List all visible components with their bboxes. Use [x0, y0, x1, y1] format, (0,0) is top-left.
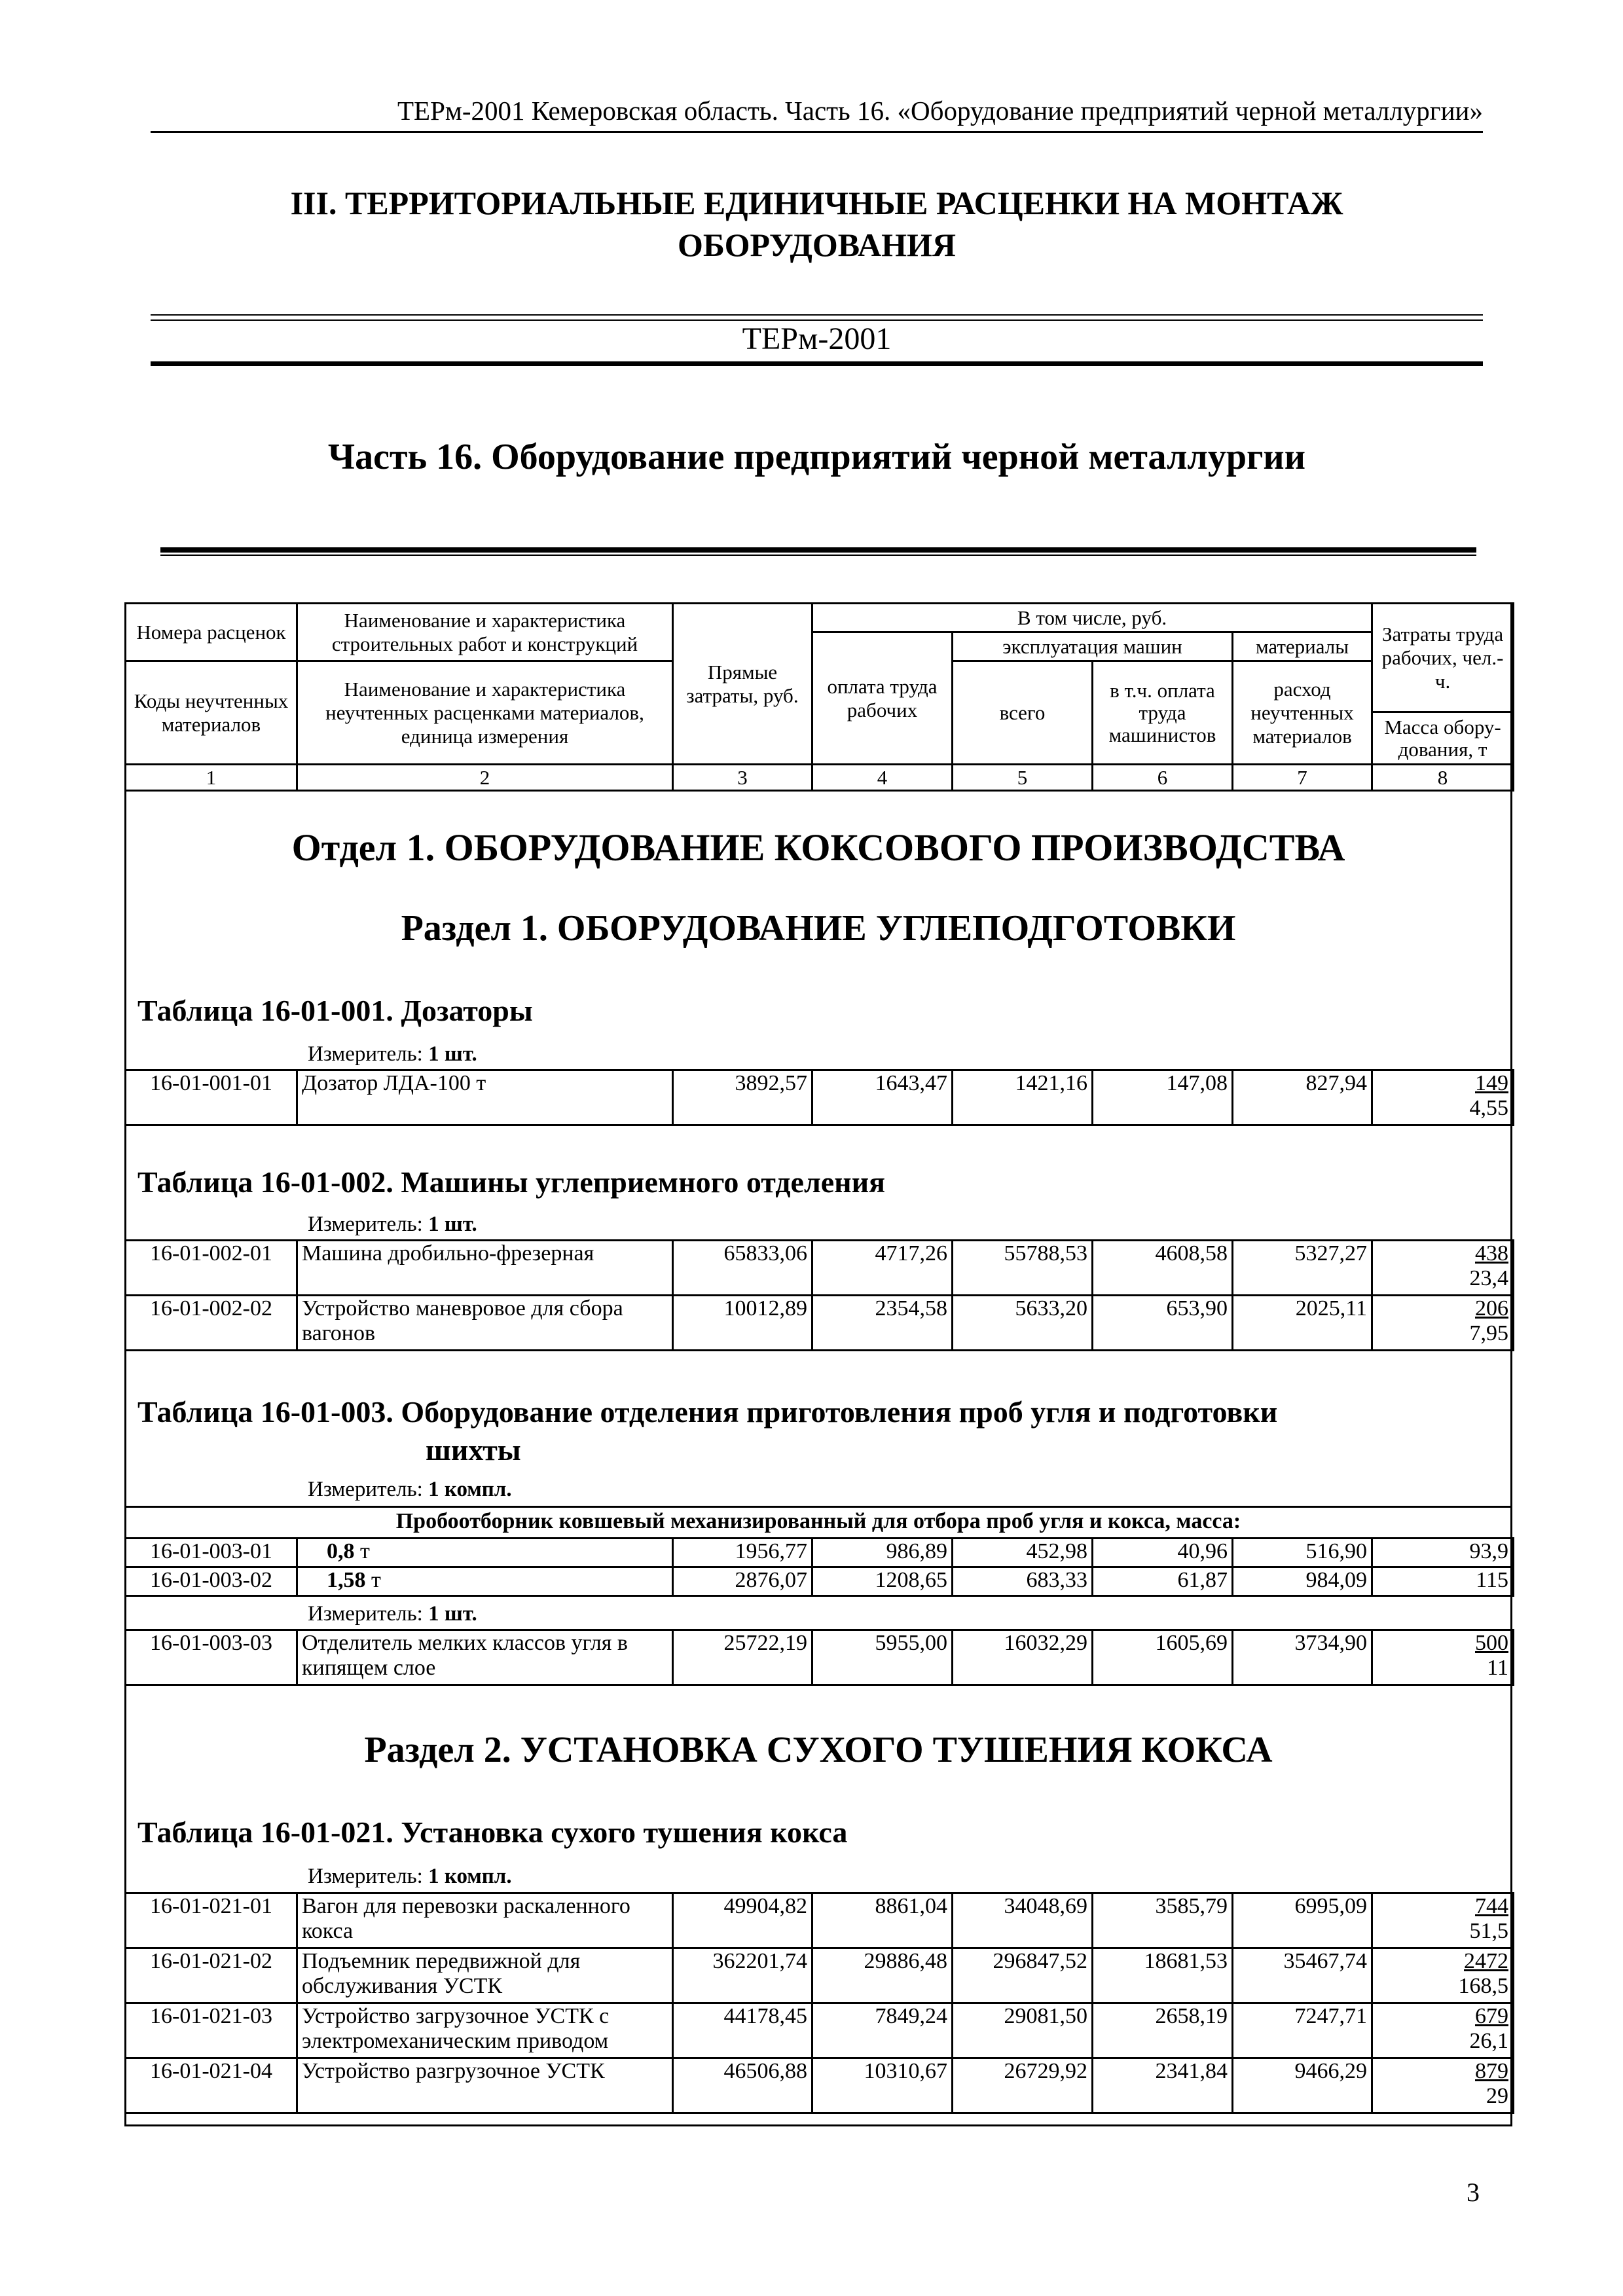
running-header: ТЕРм-2001 Кемеровская область. Часть 16. «Оборудование предприятий черной металлургии» [397, 96, 1483, 126]
mass-value: 0,8 [327, 1539, 355, 1563]
rate-code: 16-01-003-03 [126, 1630, 297, 1685]
rate-code: 16-01-021-02 [126, 1948, 297, 2003]
labor-and-mass [1372, 1070, 1514, 1125]
rates-table-002 [124, 1239, 1514, 1351]
materials: 35467,74 [1233, 1948, 1372, 2003]
header-num-8: 8 [1372, 765, 1514, 791]
part-title-rule [160, 547, 1476, 556]
rates-table-003 [124, 1537, 1514, 1597]
header-direct-costs: Прямые затраты, руб. [673, 604, 812, 765]
materials: 9466,29 [1233, 2058, 1372, 2113]
labor-pay: 10310,67 [812, 2058, 953, 2113]
machines-total: 34048,69 [953, 1893, 1093, 1948]
machines-total: 55788,53 [953, 1241, 1093, 1296]
labor-pay: 1643,47 [812, 1070, 953, 1125]
materials: 984,09 [1233, 1567, 1372, 1596]
direct-costs: 46506,88 [673, 2058, 812, 2113]
materials: 2025,11 [1233, 1296, 1372, 1351]
rate-code: 16-01-002-01 [126, 1241, 297, 1296]
materials: 827,94 [1233, 1070, 1372, 1125]
machines-total: 296847,52 [953, 1948, 1093, 2003]
operators-pay: 653,90 [1093, 1296, 1233, 1351]
labor-pay: 29886,48 [812, 1948, 953, 2003]
table-title-003-line-1: Таблица 16-01-003. Оборудование отделения приготовления проб угля и подготовки [137, 1395, 1278, 1429]
code-band-bottom-rule [151, 361, 1483, 366]
header-num-1: 1 [126, 765, 297, 791]
page-number: 3 [1467, 2178, 1480, 2207]
direct-costs: 25722,19 [673, 1630, 812, 1685]
header-materials: материалы [1233, 632, 1372, 661]
machines-total: 1421,16 [953, 1070, 1093, 1125]
materials: 5327,27 [1233, 1241, 1372, 1296]
header-num-3: 3 [673, 765, 812, 791]
table-row [126, 1630, 1514, 1685]
equipment-mass: 51,5 [1469, 1919, 1508, 1943]
labor-hours: 438 [1475, 1241, 1508, 1266]
operators-pay: 3585,79 [1093, 1893, 1233, 1948]
equipment-mass: 23,4 [1469, 1266, 1508, 1290]
labor-and-mass [1372, 1630, 1514, 1685]
direct-costs: 1956,77 [673, 1539, 812, 1567]
rates-table-001 [124, 1069, 1514, 1126]
labor-and-mass [1372, 2003, 1514, 2058]
meter-value: 1 шт. [428, 1042, 477, 1066]
direct-costs: 3892,57 [673, 1070, 812, 1125]
header-equipment-mass: Масса обору- дования, т [1372, 712, 1514, 765]
table-title-021: Таблица 16-01-021. Установка сухого тушения кокса [137, 1815, 848, 1849]
rate-code: 16-01-021-03 [126, 2003, 297, 2058]
meter-003b [308, 1601, 477, 1627]
table-row [126, 1539, 1514, 1567]
rate-name: Подъемник передвижной для обслуживания УСТК [297, 1948, 673, 2003]
table-title-002: Таблица 16-01-002. Машины углеприемного отделения [137, 1165, 886, 1199]
rate-code: 16-01-021-01 [126, 1893, 297, 1948]
rates-table-003b [124, 1629, 1514, 1686]
table-row [126, 1893, 1514, 1948]
header-materials-unaccounted: расход неучтенных материалов [1233, 661, 1372, 765]
operators-pay: 18681,53 [1093, 1948, 1233, 2003]
rates-table-021 [124, 1892, 1514, 2114]
labor-pay: 1208,65 [812, 1567, 953, 1596]
meter-003 [308, 1476, 512, 1503]
equipment-mass: 11 [1487, 1656, 1508, 1680]
direct-costs: 49904,82 [673, 1893, 812, 1948]
rate-name: Отделитель мелких классов угля в кипящем слое [297, 1630, 673, 1685]
table-row [126, 1567, 1514, 1596]
meter-label: Измеритель: [308, 1042, 423, 1066]
table-row [126, 2003, 1514, 2058]
operators-pay: 40,96 [1093, 1539, 1233, 1567]
rate-name: Дозатор ЛДА-100 т [297, 1070, 673, 1125]
table-title-003 [137, 1393, 1499, 1469]
machines-total: 452,98 [953, 1539, 1093, 1567]
direct-costs: 362201,74 [673, 1948, 812, 2003]
header-machines: эксплуатация машин [953, 632, 1233, 661]
header-unaccounted-name: Наименование и характеристика неучтенных расценками материалов, единица измерения [297, 661, 673, 765]
equipment-mass: 29 [1486, 2084, 1508, 2108]
machines-total: 16032,29 [953, 1630, 1093, 1685]
rate-code: 16-01-003-01 [126, 1539, 297, 1567]
labor-and-mass [1372, 1893, 1514, 1948]
meter-label: Измеритель: [308, 1478, 423, 1501]
labor-pay: 2354,58 [812, 1296, 953, 1351]
table-row [126, 1241, 1514, 1296]
header-work-name: Наименование и характеристика строительных работ и конструкций [297, 604, 673, 661]
machines-total: 5633,20 [953, 1296, 1093, 1351]
header-including: В том числе, руб. [812, 604, 1372, 632]
rate-name: Вагон для перевозки раскаленного кокса [297, 1893, 673, 1948]
meter-value: 1 компл. [428, 1478, 512, 1501]
meter-value: 1 компл. [428, 1865, 512, 1888]
direct-costs: 65833,06 [673, 1241, 812, 1296]
section-1-title: Раздел 1. ОБОРУДОВАНИЕ УГЛЕПОДГОТОВКИ [401, 908, 1236, 949]
header-num-4: 4 [812, 765, 953, 791]
materials: 7247,71 [1233, 2003, 1372, 2058]
labor-hours: 500 [1475, 1631, 1508, 1655]
labor-and-mass [1372, 1296, 1514, 1351]
header-machine-operators: в т.ч. оплата труда машинистов [1093, 661, 1233, 765]
operators-pay: 4608,58 [1093, 1241, 1233, 1296]
labor-hours: 879 [1475, 2059, 1508, 2083]
meter-label: Измеритель: [308, 1865, 423, 1888]
table-title-003-line-2: шихты [426, 1433, 521, 1467]
operators-pay: 2341,84 [1093, 2058, 1233, 2113]
group-subheader: Пробоотборник ковшевый механизированный для отбора проб угля и кокса, масса: [124, 1506, 1512, 1537]
rate-name [297, 1567, 673, 1596]
document-title-line-2: ОБОРУДОВАНИЯ [678, 227, 956, 263]
labor-hours: 149 [1475, 1071, 1508, 1095]
part-title: Часть 16. Оборудование предприятий черной металлургии [328, 437, 1305, 477]
header-labor-pay: оплата труда рабочих [812, 632, 953, 765]
labor-and-mass [1372, 1241, 1514, 1296]
header-rule [151, 131, 1483, 133]
labor-hours: 93,9 [1372, 1539, 1514, 1567]
table-row [126, 1070, 1514, 1125]
header-num-2: 2 [297, 765, 673, 791]
meter-002 [308, 1211, 477, 1237]
labor-pay: 8861,04 [812, 1893, 953, 1948]
table-row [126, 1296, 1514, 1351]
meter-value: 1 шт. [428, 1602, 477, 1626]
header-num-7: 7 [1233, 765, 1372, 791]
rate-code: 16-01-003-02 [126, 1567, 297, 1596]
document-title [151, 182, 1483, 266]
operators-pay: 2658,19 [1093, 2003, 1233, 2058]
equipment-mass: 7,95 [1469, 1321, 1508, 1345]
meter-label: Измеритель: [308, 1212, 423, 1236]
mass-unit: т [365, 1568, 381, 1592]
column-header-table [124, 602, 1514, 792]
table-row [126, 1948, 1514, 2003]
labor-pay: 5955,00 [812, 1630, 953, 1685]
equipment-mass: 168,5 [1458, 1974, 1508, 1998]
header-rate-numbers: Номера расценок [126, 604, 297, 661]
labor-hours: 206 [1475, 1296, 1508, 1321]
department-title: Отдел 1. ОБОРУДОВАНИЕ КОКСОВОГО ПРОИЗВОДСТВА [291, 826, 1345, 869]
table-title-001: Таблица 16-01-001. Дозаторы [137, 994, 533, 1027]
materials: 3734,90 [1233, 1630, 1372, 1685]
machines-total: 29081,50 [953, 2003, 1093, 2058]
mass-unit: т [354, 1539, 370, 1563]
rate-name: Устройство маневровое для сбора вагонов [297, 1296, 673, 1351]
operators-pay: 147,08 [1093, 1070, 1233, 1125]
equipment-mass: 4,55 [1469, 1096, 1508, 1120]
rate-code: 16-01-002-02 [126, 1296, 297, 1351]
labor-and-mass [1372, 1948, 1514, 2003]
direct-costs: 44178,45 [673, 2003, 812, 2058]
table-row [126, 2058, 1514, 2113]
labor-pay: 986,89 [812, 1539, 953, 1567]
labor-hours: 2472 [1464, 1949, 1508, 1973]
materials: 516,90 [1233, 1539, 1372, 1567]
rate-name: Машина дробильно-фрезерная [297, 1241, 673, 1296]
header-unaccounted-codes: Коды неучтенных материалов [126, 661, 297, 765]
document-title-line-1: III. ТЕРРИТОРИАЛЬНЫЕ ЕДИНИЧНЫЕ РАСЦЕНКИ НА МОНТАЖ [290, 185, 1343, 221]
header-machines-total: всего [953, 661, 1093, 765]
code-band-top-rule [151, 314, 1483, 321]
collection-code: ТЕРм-2001 [742, 321, 892, 356]
direct-costs: 10012,89 [673, 1296, 812, 1351]
direct-costs: 2876,07 [673, 1567, 812, 1596]
meter-label: Измеритель: [308, 1602, 423, 1626]
rate-code: 16-01-001-01 [126, 1070, 297, 1125]
machines-total: 683,33 [953, 1567, 1093, 1596]
meter-001 [308, 1041, 477, 1067]
equipment-mass: 26,1 [1469, 2029, 1508, 2053]
header-num-5: 5 [953, 765, 1093, 791]
rate-name [297, 1539, 673, 1567]
labor-hours: 679 [1475, 2004, 1508, 2028]
rate-code: 16-01-021-04 [126, 2058, 297, 2113]
labor-pay: 7849,24 [812, 2003, 953, 2058]
header-num-6: 6 [1093, 765, 1233, 791]
labor-and-mass [1372, 2058, 1514, 2113]
labor-hours: 115 [1372, 1567, 1514, 1596]
section-2-title: Раздел 2. УСТАНОВКА СУХОГО ТУШЕНИЯ КОКСА [364, 1730, 1273, 1770]
meter-021 [308, 1863, 512, 1889]
labor-hours: 744 [1475, 1894, 1508, 1918]
meter-value: 1 шт. [428, 1212, 477, 1236]
mass-value: 1,58 [327, 1568, 366, 1592]
labor-pay: 4717,26 [812, 1241, 953, 1296]
rate-name: Устройство разгрузочное УСТК [297, 2058, 673, 2113]
operators-pay: 61,87 [1093, 1567, 1233, 1596]
header-labor-costs: Затраты труда рабочих, чел.-ч. [1372, 604, 1514, 712]
machines-total: 26729,92 [953, 2058, 1093, 2113]
operators-pay: 1605,69 [1093, 1630, 1233, 1685]
materials: 6995,09 [1233, 1893, 1372, 1948]
rate-name: Устройство загрузочное УСТК с электромеханическим приводом [297, 2003, 673, 2058]
